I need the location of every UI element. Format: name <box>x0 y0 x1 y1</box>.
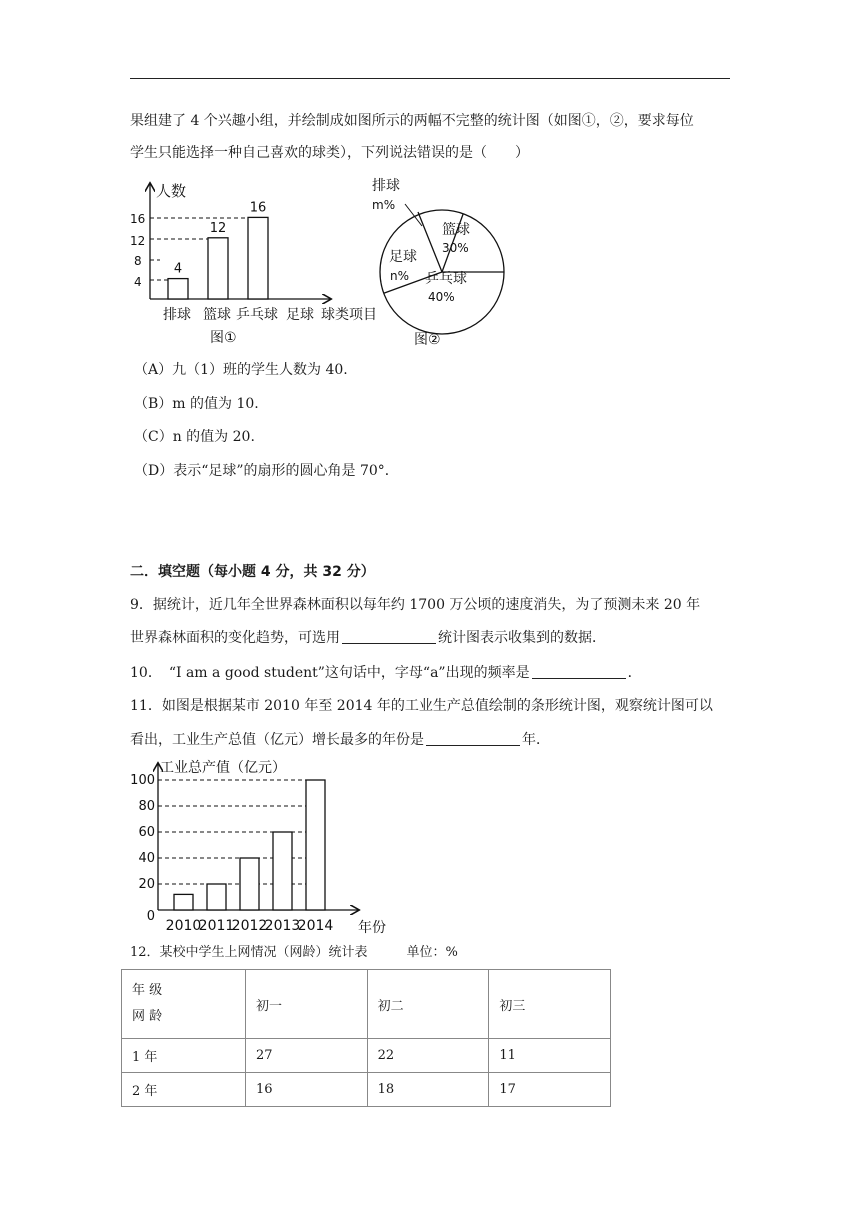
q12-column-header: 初三 <box>489 970 611 1039</box>
figure1-ytick: 12 <box>130 234 146 248</box>
figure1-xtick: 足球 <box>286 307 314 323</box>
figure2-slice-name: 篮球 <box>442 222 470 238</box>
table-row <box>122 1039 611 1073</box>
q8-text-line2: 学生只能选择一种自己喜欢的球类），下列说法错误的是（ ） <box>130 145 529 161</box>
q8-option-d: （D）表示“足球”的扇形的圆心角是 70°． <box>134 463 399 479</box>
figure2-slice-name: 排球 <box>372 178 400 194</box>
q11-chart-svg <box>128 758 388 938</box>
q11-ytick: 100 <box>130 773 155 788</box>
q12-header-grade: 年 级 <box>132 983 163 998</box>
q12-diagonal-header-cell <box>122 970 246 1039</box>
q11-line2-pre: 看出，工业生产总值（亿元）增长最多的年份是 <box>130 732 424 748</box>
q8-option-c: （C）n 的值为 20. <box>134 429 255 445</box>
q12-header-row <box>122 970 611 1039</box>
q11-bar-2014 <box>306 780 325 910</box>
q11-ytick: 60 <box>138 825 155 840</box>
figure1-xtick: 篮球 <box>203 307 231 323</box>
figure2-svg <box>370 174 520 350</box>
q12-row-label: 1 年 <box>122 1039 246 1073</box>
figure1-bar-basketball <box>208 238 228 299</box>
q12-title: 12．某校中学生上网情况（网龄）统计表 单位：% <box>130 945 458 960</box>
q12-cell: 11 <box>489 1039 611 1073</box>
figure1-xtick: 排球 <box>163 307 191 323</box>
figure1-ytick: 4 <box>134 275 142 289</box>
q11-line2-post: 年． <box>522 732 550 748</box>
q12-cell: 17 <box>489 1073 611 1107</box>
header-rule <box>130 78 730 79</box>
q12-cell: 22 <box>367 1039 489 1073</box>
figure2-slice-pct: m% <box>372 198 396 212</box>
figure1-svg <box>130 174 390 350</box>
q9-line2 <box>130 628 606 648</box>
q12-column-header: 初二 <box>367 970 489 1039</box>
figure1-data-label: 12 <box>209 220 227 236</box>
q11-xtick: 2013 <box>264 918 301 934</box>
q8-text-line1: 果组建了 4 个兴趣小组，并绘制成如图所示的两幅不完整的统计图（如图①，②，要求每位 <box>130 113 694 129</box>
q8-option-a: （A）九（1）班的学生人数为 40. <box>134 362 348 378</box>
q10-line <box>130 663 642 683</box>
figure1-ytick: 8 <box>134 254 142 268</box>
figure1-data-label: 4 <box>173 261 183 277</box>
q11-xtick: 2012 <box>231 918 268 934</box>
figure1-y-label: 人数 <box>156 182 187 200</box>
q12-header-age: 网 龄 <box>132 1009 163 1024</box>
figure1-x-label: 球类项目 <box>321 307 377 323</box>
q11-ytick: 80 <box>138 799 155 814</box>
q8-option-b: （B）m 的值为 10. <box>134 396 259 412</box>
q11-bar-2011 <box>207 884 226 910</box>
q11-gridlines <box>158 780 318 884</box>
table-row <box>122 1073 611 1107</box>
q12-column-header: 初一 <box>246 970 368 1039</box>
q9-line2-pre: 世界森林面积的变化趋势，可选用 <box>130 630 340 646</box>
q11-ytick: 40 <box>138 851 155 866</box>
q9-answer-blank <box>342 629 436 644</box>
q11-bar-2012 <box>240 858 259 910</box>
q12-cell: 27 <box>246 1039 368 1073</box>
q11-xtick: 2014 <box>297 918 334 934</box>
q11-xtick: 2011 <box>198 918 235 934</box>
figure2-slice-name: 足球 <box>389 249 417 265</box>
figure1-xtick: 乒乓球 <box>236 307 278 323</box>
q11-bar-chart <box>128 758 388 942</box>
figure1-bar-pingpong <box>248 217 268 299</box>
q12-cell: 18 <box>367 1073 489 1107</box>
q11-x-label: 年份 <box>358 920 386 936</box>
q11-y-label: 工业总产值（亿元） <box>160 760 286 776</box>
q11-line2 <box>130 730 550 750</box>
figure1-ytick: 16 <box>130 212 146 226</box>
q11-xtick: 2010 <box>165 918 202 934</box>
section2-title: 二．填空题（每小题 4 分，共 32 分） <box>130 564 375 580</box>
q11-answer-blank <box>426 731 520 746</box>
figure1-bar-volleyball <box>168 279 188 299</box>
figure1-caption: 图① <box>210 330 237 346</box>
q11-ytick: 20 <box>138 877 155 892</box>
q11-xtick-labels <box>166 918 334 934</box>
figure1-data-label: 16 <box>249 200 267 216</box>
q12-table <box>121 969 611 1107</box>
q11-line1: 11．如图是根据某市 2010 年至 2014 年的工业生产总值绘制的条形统计图，观察统计图可以 <box>130 698 713 714</box>
figure2-slice-pct: n% <box>390 269 410 283</box>
q11-bar-2010 <box>174 894 193 910</box>
q9-line1: 9．据统计，近几年全世界森林面积以每年约 1700 万公顷的速度消失，为了预测未来 20 年 <box>130 597 701 613</box>
q10-pre: 10． “I am a good student”这句话中，字母“a”出现的频率是 <box>130 665 530 681</box>
figure2-slice-name: 乒乓球 <box>425 271 467 287</box>
figure2-slice-pct: 30% <box>442 241 469 255</box>
q11-ytick: 0 <box>146 909 155 924</box>
figure1-bar-chart <box>130 174 390 354</box>
q12-cell: 16 <box>246 1073 368 1107</box>
q10-answer-blank <box>532 664 626 679</box>
figure2-slice-pct: 40% <box>428 290 455 304</box>
q11-bars <box>174 780 325 910</box>
q11-bar-2013 <box>273 832 292 910</box>
figure2-caption: 图② <box>414 332 441 348</box>
q12-row-label: 2 年 <box>122 1073 246 1107</box>
q9-line2-post: 统计图表示收集到的数据． <box>438 630 606 646</box>
figure2-pie-chart <box>370 174 520 354</box>
q10-post: ． <box>627 665 642 681</box>
q11-ytick-labels <box>130 773 155 924</box>
